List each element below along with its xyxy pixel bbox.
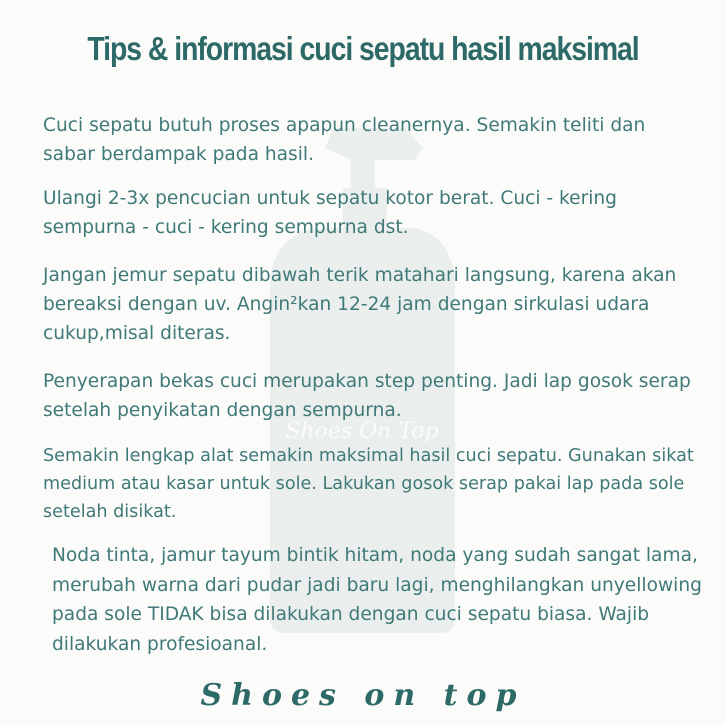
tip-paragraph-1: Cuci sepatu butuh proses apapun cleanernya. Semakin teliti dan sabar berdampak pada hasil. xyxy=(43,115,646,165)
watermark-logo: Shoes On Top xyxy=(285,419,439,444)
footer-brand: Shoes on top xyxy=(200,678,526,713)
page-title: Tips & informasi cuci sepatu hasil maksimal xyxy=(87,30,639,67)
tip-paragraph-6: Noda tinta, jamur tayum bintik hitam, noda yang sudah sangat lama, merubah warna dari pudar jadi baru lagi, menghilangkan unyellowing pada sole TIDAK bisa dilakukan dengan cuci sepatu biasa. Wajib dilakukan profesioanal. xyxy=(52,545,702,655)
tip-paragraph-5: Semakin lengkap alat semakin maksimal hasil cuci sepatu. Gunakan sikat medium atau kasar untuk sole. Lakukan gosok serap pakai lap pada sole setelah disikat. xyxy=(43,446,694,522)
tip-paragraph-3: Jangan jemur sepatu dibawah terik matahari langsung, karena akan bereaksi dengan uv. Angin²kan 12-24 jam dengan sirkulasi udara cukup,misal diteras. xyxy=(43,265,677,344)
tip-paragraph-4: Penyerapan bekas cuci merupakan step penting. Jadi lap gosok serap setelah penyikatan dengan sempurna. xyxy=(43,371,691,421)
tip-paragraph-2: Ulangi 2-3x pencucian untuk sepatu kotor berat. Cuci - kering sempurna - cuci - kering sempurna dst. xyxy=(43,188,617,238)
